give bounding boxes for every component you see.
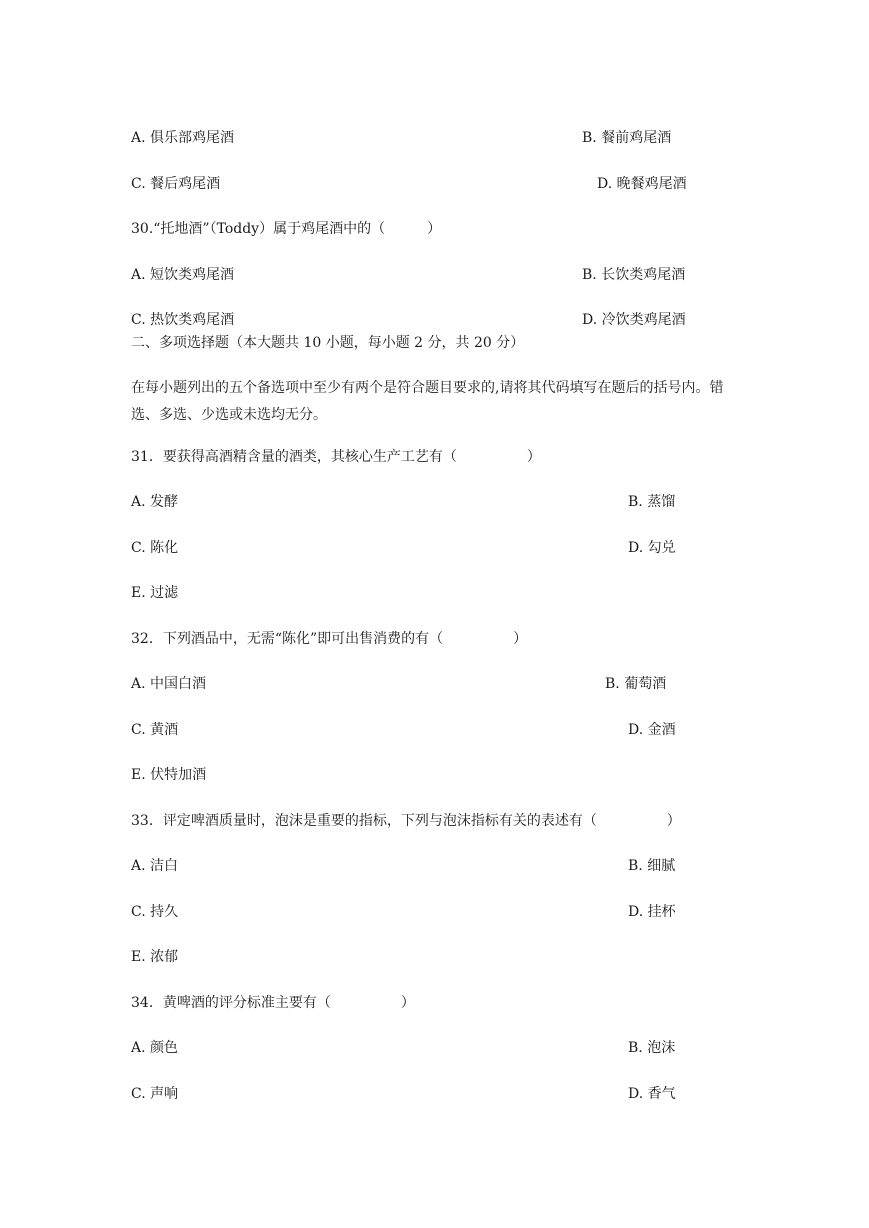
q32-option-b: B. 葡萄酒 [605, 676, 667, 692]
q29-option-b: B. 餐前鸡尾酒 [582, 130, 672, 146]
q32-option-e: E. 伏特加酒 [131, 767, 207, 783]
q33-stem: 33．评定啤酒质量时，泡沫是重要的指标，下列与泡沫指标有关的表述有（ ） [131, 813, 681, 829]
q30-option-d: D. 冷饮类鸡尾酒 [582, 312, 686, 328]
q34-option-c: C. 声响 [131, 1086, 179, 1102]
q29-option-c: C. 餐后鸡尾酒 [131, 176, 221, 192]
q32-option-a: A. 中国白酒 [131, 676, 207, 692]
q31-option-e: E. 过滤 [131, 585, 179, 601]
q34-option-d: D. 香气 [628, 1086, 676, 1102]
q31-option-c: C. 陈化 [131, 540, 179, 556]
q33-option-c: C. 持久 [131, 904, 179, 920]
q30-option-a: A. 短饮类鸡尾酒 [131, 267, 235, 283]
q31-option-d: D. 勾兑 [628, 540, 676, 556]
q34-stem: 34．黄啤酒的评分标准主要有（ ） [131, 995, 415, 1011]
q34-option-b: B. 泡沫 [628, 1040, 676, 1056]
q32-stem: 32．下列酒品中，无需“陈化”即可出售消费的有（ ） [131, 631, 528, 647]
q31-stem: 31．要获得高酒精含量的酒类，其核心生产工艺有（ ） [131, 449, 541, 465]
section2-heading: 二、多项选择题（本大题共 10 小题，每小题 2 分，共 20 分） [131, 335, 525, 351]
q30-option-b: B. 长饮类鸡尾酒 [582, 267, 686, 283]
q32-option-c: C. 黄酒 [131, 722, 179, 738]
section2-instructions: 在每小题列出的五个备选项中至少有两个是符合题目要求的,请将其代码填写在题后的括号内。错选、多选、少选或未选均无分。 [131, 380, 724, 423]
q34-option-a: A. 颜色 [131, 1040, 179, 1056]
q33-option-d: D. 挂杯 [628, 904, 676, 920]
q30-option-c: C. 热饮类鸡尾酒 [131, 312, 235, 328]
q30-stem: 30.“托地酒”（Toddy）属于鸡尾酒中的（ ） [131, 221, 442, 237]
q33-option-a: A. 洁白 [131, 858, 179, 874]
q32-option-d: D. 金酒 [628, 722, 676, 738]
q33-option-e: E. 浓郁 [131, 949, 179, 965]
q29-option-d: D. 晚餐鸡尾酒 [597, 176, 687, 192]
q33-option-b: B. 细腻 [628, 858, 676, 874]
q31-option-b: B. 蒸馏 [628, 494, 676, 510]
q29-option-a: A. 俱乐部鸡尾酒 [131, 130, 235, 146]
q31-option-a: A. 发酵 [131, 494, 179, 510]
